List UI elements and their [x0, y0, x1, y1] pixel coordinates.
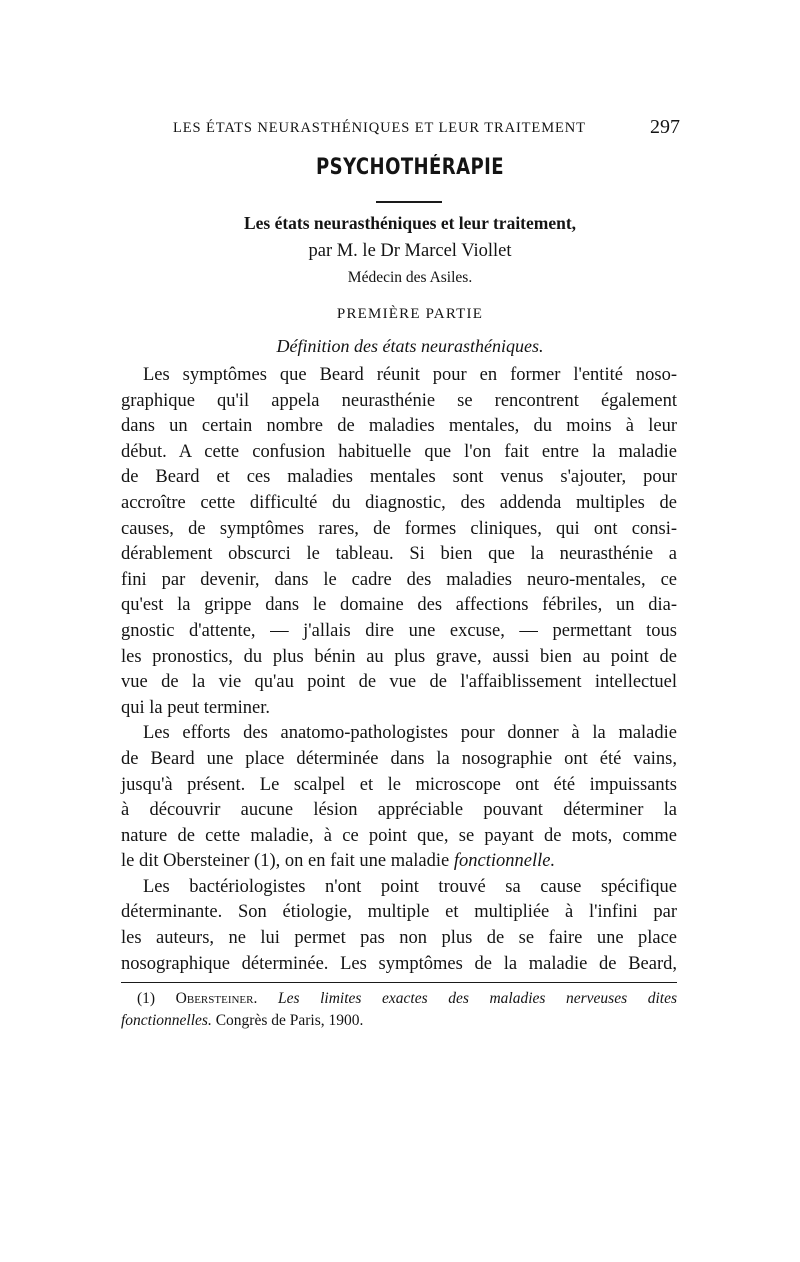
text-line: graphique qu'il appela neurasthénie se rencontrent également [121, 390, 677, 411]
text-line: dérablement obscurci le tableau. Si bien que la neurasthénie a [121, 544, 677, 565]
page-number: 297 [650, 116, 680, 138]
text-line: vue de la vie qu'au point de vue de l'affaiblissement intellectuel [121, 672, 677, 693]
text-line: de Beard et ces maladies mentales sont venus s'ajouter, pour [121, 467, 677, 488]
text-run: le dit Obersteiner (1), on en fait une maladie [121, 851, 454, 872]
author-byline: par M. le Dr Marcel Viollet [308, 241, 512, 261]
text-line: accroître cette difficulté du diagnostic, des addenda multiples de [121, 492, 677, 513]
text-line: nosographique déterminée. Les symptômes de la maladie de Beard, [121, 953, 677, 974]
text-line: déterminante. Son étiologie, multiple et multipliée à l'infini par [121, 902, 677, 923]
text-line: les pronostics, du plus bénin au plus grave, aussi bien au point de [121, 646, 677, 667]
part-heading: PREMIÈRE PARTIE [336, 306, 484, 322]
text-line: début. A cette confusion habituelle que l'on fait entre la maladie [121, 441, 677, 462]
title-divider [376, 201, 442, 203]
footnote [121, 988, 677, 1032]
emphasis-text: fonctionnelle. [453, 851, 556, 872]
footnote-citation-title-end: fonctionnelles. [121, 1012, 212, 1029]
text-line: Les efforts des anatomo-pathologistes pour donner à la maladie [143, 723, 677, 744]
text-line [121, 849, 677, 875]
footnote-line [121, 988, 677, 1010]
article-title: Les états neurasthéniques et leur traitement, [243, 213, 577, 233]
footnote-citation-title: Les limites exactes des maladies nerveuses dites [277, 990, 677, 1007]
text-line: qu'est la grippe dans le domaine des affections fébriles, un dia- [121, 595, 677, 616]
text-line: fini par devenir, dans le cadre des maladies neuro-mentales, ce [121, 569, 677, 590]
text-line: gnostic d'attente, — j'allais dire une excuse, — permettant tous [121, 620, 677, 641]
text-line: de Beard une place déterminée dans la nosographie ont été vains, [121, 748, 677, 769]
footnote-author: Obersteiner. [175, 990, 258, 1007]
chapter-subtitle: Définition des états neurasthéniques. [276, 336, 544, 356]
running-head-title: LES ÉTATS NEURASTHÉNIQUES ET LEUR TRAITEMENT [173, 120, 586, 136]
footnote-divider [121, 982, 677, 983]
text-line: nature de cette maladie, à ce point que, se payant de mots, comme [121, 825, 677, 846]
text-line: qui la peut terminer. [121, 697, 270, 718]
running-head [173, 116, 680, 140]
text-line: jusqu'à présent. Le scalpel et le microscope ont été impuissants [121, 774, 677, 795]
footnote-marker: (1) [137, 990, 156, 1007]
author-affiliation: Médecin des Asiles. [347, 269, 473, 286]
text-line: à découvrir aucune lésion appréciable pouvant déterminer la [121, 800, 677, 821]
text-line: les auteurs, ne lui permet pas non plus de se faire une place [121, 928, 677, 949]
body-text [121, 363, 677, 977]
footnote-citation-source: Congrès de Paris, 1900. [211, 1012, 364, 1029]
text-line: dans un certain nombre de maladies mentales, du moins à leur [121, 416, 677, 437]
text-line: causes, de symptômes rares, de formes cliniques, qui ont consi- [121, 518, 677, 539]
footnote-line [121, 1010, 677, 1032]
text-line: Les symptômes que Beard réunit pour en former l'entité noso- [143, 365, 677, 385]
text-line: Les bactériologistes n'ont point trouvé sa cause spécifique [143, 876, 677, 897]
section-title: PSYCHOTHÉRAPIE [316, 155, 504, 180]
